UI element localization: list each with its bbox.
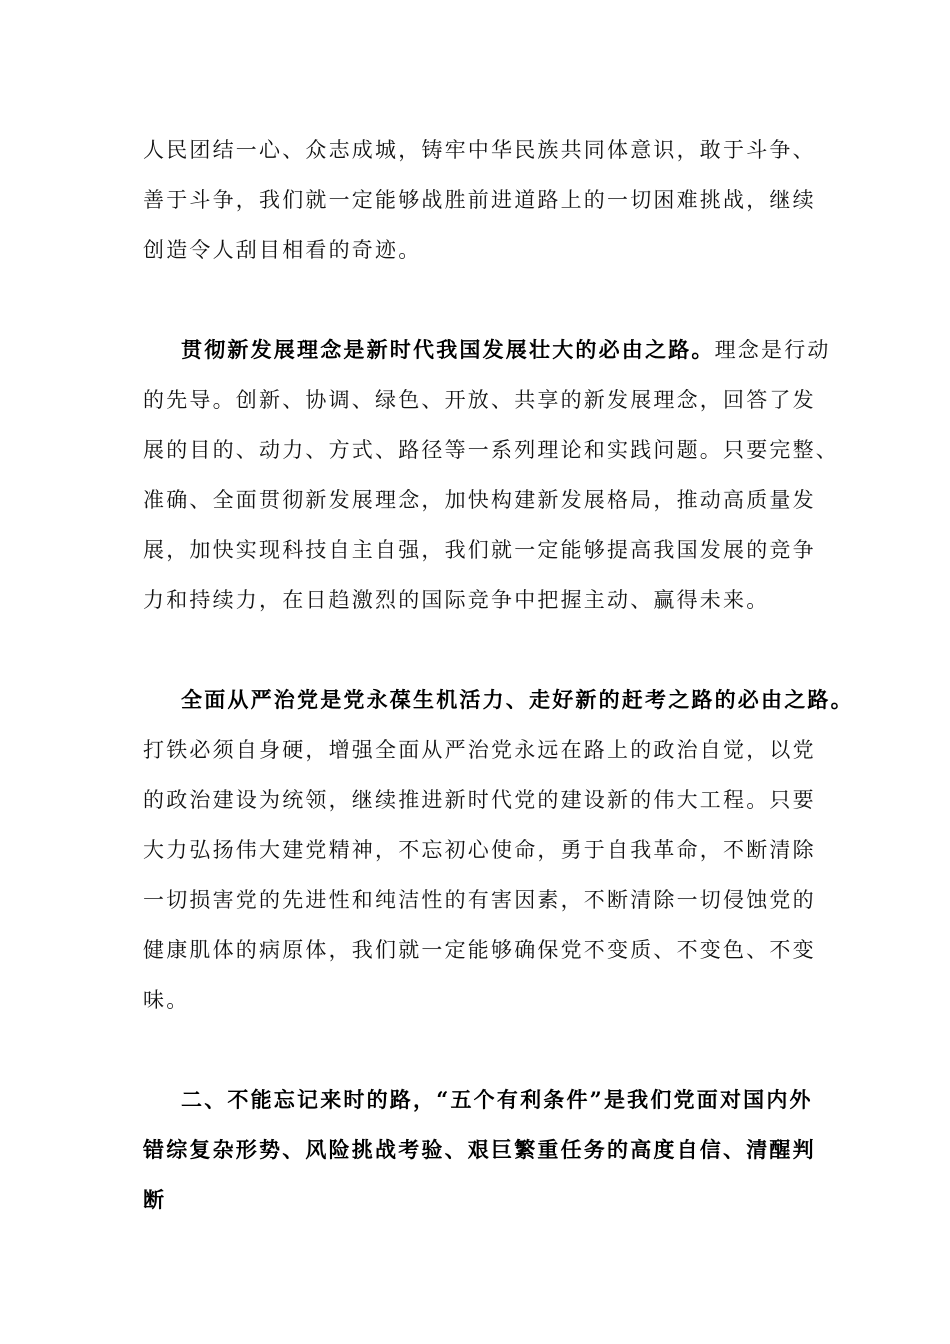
paragraph-2-heading: 贯彻新发展理念是新时代我国发展壮大的必由之路。	[181, 337, 715, 362]
paragraph-3-line-6: 健康肌体的病原体，我们就一定能够确保党不变质、不变色、不变	[143, 938, 816, 962]
paragraph-1-line-2: 善于斗争，我们就一定能够战胜前进道路上的一切困难挑战，继续	[143, 188, 816, 212]
paragraph-3-heading: 全面从严治党是党永葆生机活力、走好新的赶考之路的必由之路。	[181, 687, 854, 712]
paragraph-2-line-1	[181, 337, 831, 363]
paragraph-2-line-2: 的先导。创新、协调、绿色、开放、共享的新发展理念，回答了发	[143, 388, 816, 412]
paragraph-3-line-2: 打铁必须自身硬，增强全面从严治党永远在路上的政治自觉，以党	[143, 738, 816, 762]
paragraph-3-line-7: 味。	[143, 988, 190, 1012]
paragraph-3-line-5: 一切损害党的先进性和纯洁性的有害因素，不断清除一切侵蚀党的	[143, 888, 816, 912]
paragraph-1-line-3: 创造令人刮目相看的奇迹。	[143, 238, 422, 262]
paragraph-1-line-1: 人民团结一心、众志成城，铸牢中华民族共同体意识，敢于斗争、	[143, 138, 816, 162]
paragraph-3-line-3: 的政治建设为统领，继续推进新时代党的建设新的伟大工程。只要	[143, 788, 816, 812]
section-heading-line-2: 错综复杂形势、风险挑战考验、艰巨繁重任务的高度自信、清醒判	[143, 1137, 816, 1162]
paragraph-2-line-6: 力和持续力，在日趋激烈的国际竞争中把握主动、赢得未来。	[143, 588, 770, 612]
paragraph-2-text: 理念是行动	[714, 338, 831, 362]
paragraph-2-line-3: 展的目的、动力、方式、路径等一系列理论和实践问题。只要完整、	[143, 438, 839, 462]
paragraph-2-line-5: 展，加快实现科技自主自强，我们就一定能够提高我国发展的竞争	[143, 538, 816, 562]
section-heading-line-1: 二、不能忘记来时的路，“五个有利条件”是我们党面对国内外	[181, 1087, 813, 1112]
section-heading-line-3: 断	[143, 1187, 167, 1212]
paragraph-3-line-4: 大力弘扬伟大建党精神，不忘初心使命，勇于自我革命，不断清除	[143, 838, 816, 862]
paragraph-2-line-4: 准确、全面贯彻新发展理念，加快构建新发展格局，推动高质量发	[143, 488, 816, 512]
